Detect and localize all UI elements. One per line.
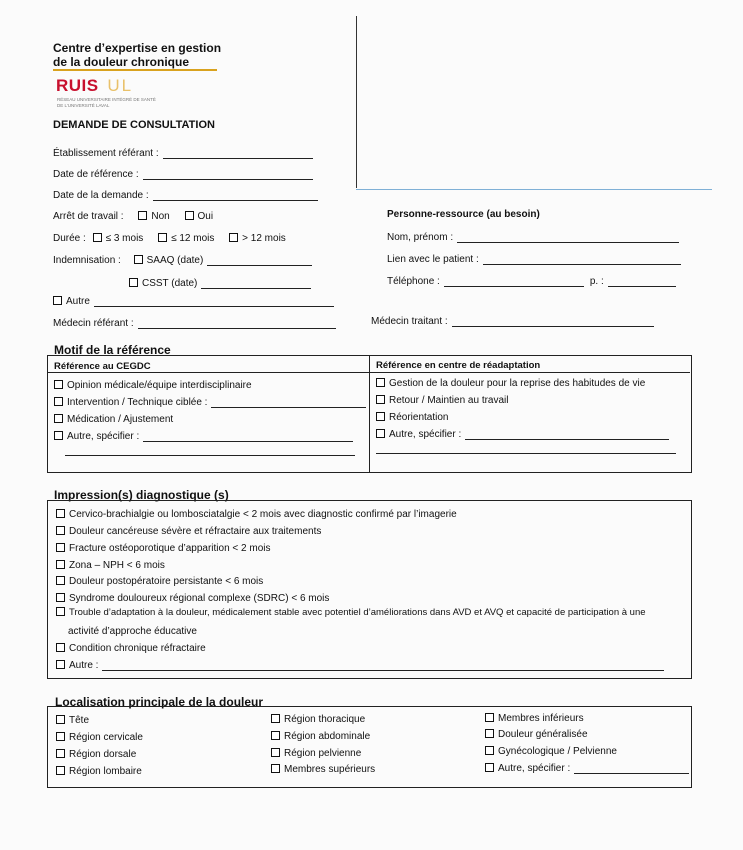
checkbox-icon[interactable] xyxy=(271,714,280,723)
contact-poste-line[interactable] xyxy=(608,277,676,287)
date-demande-label: Date de la demande : xyxy=(53,190,149,201)
localisation-item[interactable] xyxy=(56,715,89,726)
impression-item-continuation: activité d’approche éducative xyxy=(68,626,197,637)
checkbox-icon[interactable] xyxy=(56,607,65,616)
impression-item-label: Trouble d’adaptation à la douleur, médicalement stable avec potentiel d’améliorations dans AVD et AVQ et capacité de participation à une xyxy=(69,607,646,618)
localisation-item-label: Région lombaire xyxy=(69,766,142,777)
motif-right-item[interactable] xyxy=(376,412,448,423)
checkbox-icon[interactable] xyxy=(53,296,62,305)
checkbox-icon[interactable] xyxy=(56,543,65,552)
arret-row xyxy=(53,211,213,222)
localisation-item-label: Région dorsale xyxy=(69,749,137,760)
localisation-item-label: Région pelvienne xyxy=(284,748,362,759)
motif-right-autre-line[interactable] xyxy=(465,430,669,440)
localisation-item[interactable] xyxy=(271,764,375,775)
checkbox-icon[interactable] xyxy=(56,643,65,652)
date-reference-label: Date de référence : xyxy=(53,169,139,180)
center-title-line1: Centre d’expertise en gestion xyxy=(53,41,222,55)
localisation-item[interactable] xyxy=(56,749,136,760)
checkbox-icon[interactable] xyxy=(485,746,494,755)
checkbox-icon[interactable] xyxy=(54,380,63,389)
checkbox-icon[interactable] xyxy=(54,414,63,423)
checkbox-icon[interactable] xyxy=(229,233,238,242)
checkbox-icon[interactable] xyxy=(56,660,65,669)
form-title: DEMANDE DE CONSULTATION xyxy=(53,119,215,131)
impression-item-label: Autre : xyxy=(69,660,99,671)
motif-right-item-label: Retour / Maintien au travail xyxy=(389,395,509,406)
medecin-traitant-field[interactable] xyxy=(371,316,654,327)
localisation-item[interactable] xyxy=(485,763,689,774)
motif-left-extra-line[interactable] xyxy=(65,455,355,456)
motif-left-item[interactable] xyxy=(54,380,252,391)
motif-right-extra-line[interactable] xyxy=(376,453,676,454)
date-reference-field[interactable] xyxy=(53,169,313,180)
motif-right-item[interactable] xyxy=(376,378,645,389)
etablissement-field[interactable] xyxy=(53,148,313,159)
csst-label: CSST (date) xyxy=(142,278,198,289)
contact-nom-label: Nom, prénom : xyxy=(387,232,454,243)
logo-ruis-text: RUIS xyxy=(56,76,99,95)
intervention-line[interactable] xyxy=(211,398,366,408)
checkbox-icon[interactable] xyxy=(56,715,65,724)
motif-left-item-label: Intervention / Technique ciblée : xyxy=(67,397,208,408)
checkbox-icon[interactable] xyxy=(56,509,65,518)
checkbox-icon[interactable] xyxy=(134,255,143,264)
motif-left-item[interactable] xyxy=(54,414,173,425)
localisation-autre-line[interactable] xyxy=(574,764,689,774)
localisation-item-label: Douleur généralisée xyxy=(498,729,588,740)
arret-oui-label: Oui xyxy=(197,211,214,222)
motif-right-item[interactable] xyxy=(376,429,669,440)
indemnisation-row xyxy=(53,255,312,266)
impression-item[interactable] xyxy=(56,607,646,618)
contact-lien-label: Lien avec le patient : xyxy=(387,254,479,265)
duree-more-label: > 12 mois xyxy=(242,233,286,244)
medecin-referant-line[interactable] xyxy=(138,319,336,329)
checkbox-icon[interactable] xyxy=(129,278,138,287)
checkbox-icon[interactable] xyxy=(485,729,494,738)
checkbox-icon[interactable] xyxy=(54,431,63,440)
contact-lien-line[interactable] xyxy=(483,255,681,265)
localisation-item[interactable] xyxy=(56,732,143,743)
checkbox-icon[interactable] xyxy=(376,378,385,387)
checkbox-icon[interactable] xyxy=(54,397,63,406)
localisation-section-title: Localisation principale de la douleur xyxy=(55,695,264,709)
checkbox-icon[interactable] xyxy=(185,211,194,220)
localisation-item[interactable] xyxy=(485,729,588,740)
motif-right-item[interactable] xyxy=(376,395,509,406)
checkbox-icon[interactable] xyxy=(376,412,385,421)
localisation-item-label: Région thoracique xyxy=(284,714,366,725)
impression-item-label: Douleur postopératoire persistante < 6 mois xyxy=(69,576,264,587)
impression-item-label: Cervico-brachialgie ou lombosciatalgie < 2 mois avec diagnostic confirmé par l’imagerie xyxy=(69,509,457,520)
center-title-line2: de la douleur chronique xyxy=(53,55,190,69)
checkbox-icon[interactable] xyxy=(271,731,280,740)
impression-autre-line[interactable] xyxy=(102,661,664,671)
motif-left-header: Référence au CEGDC xyxy=(54,361,151,372)
medecin-traitant-label: Médecin traitant : xyxy=(371,316,448,327)
ruis-ul-logo xyxy=(56,76,133,96)
medecin-traitant-line[interactable] xyxy=(452,317,654,327)
checkbox-icon[interactable] xyxy=(138,211,147,220)
arret-oui-option[interactable] xyxy=(185,211,214,222)
motif-right-item-label: Gestion de la douleur pour la reprise des habitudes de vie xyxy=(389,378,646,389)
localisation-item[interactable] xyxy=(271,731,370,742)
contact-title: Personne-ressource (au besoin) xyxy=(387,209,540,220)
checkbox-icon[interactable] xyxy=(271,748,280,757)
checkbox-icon[interactable] xyxy=(56,749,65,758)
saaq-option[interactable] xyxy=(134,255,204,266)
title-underline xyxy=(53,69,217,71)
impression-item[interactable] xyxy=(56,526,321,537)
autre-line[interactable] xyxy=(94,297,334,307)
impression-section-title: Impression(s) diagnostique (s) xyxy=(54,488,229,502)
motif-left-item-label: Autre, spécifier : xyxy=(67,431,140,442)
checkbox-icon[interactable] xyxy=(56,560,65,569)
impression-item[interactable] xyxy=(56,560,165,571)
blue-divider xyxy=(356,189,712,190)
arret-non-label: Non xyxy=(151,211,170,222)
autre-option[interactable] xyxy=(53,296,334,307)
vertical-divider xyxy=(356,16,357,188)
impression-item[interactable] xyxy=(56,643,206,654)
impression-item-label: Zona – NPH < 6 mois xyxy=(69,560,165,571)
duree-12-option[interactable] xyxy=(158,233,214,244)
duree-3-option[interactable] xyxy=(93,233,144,244)
checkbox-icon[interactable] xyxy=(56,732,65,741)
checkbox-icon[interactable] xyxy=(485,713,494,722)
checkbox-icon[interactable] xyxy=(376,395,385,404)
checkbox-icon[interactable] xyxy=(56,526,65,535)
logo-ul-text: UL xyxy=(107,76,134,95)
motif-left-autre-line[interactable] xyxy=(143,432,353,442)
motif-left-item-label: Médication / Ajustement xyxy=(67,414,174,425)
localisation-item[interactable] xyxy=(485,713,584,724)
medecin-referant-field[interactable] xyxy=(53,318,336,329)
impression-item-label: Douleur cancéreuse sévère et réfractaire aux traitements xyxy=(69,526,322,537)
medecin-referant-label: Médecin référant : xyxy=(53,318,134,329)
contact-nom-line[interactable] xyxy=(457,233,679,243)
checkbox-icon[interactable] xyxy=(485,763,494,772)
date-demande-line[interactable] xyxy=(153,191,318,201)
localisation-item-label: Autre, spécifier : xyxy=(498,763,571,774)
csst-option[interactable] xyxy=(129,278,311,289)
checkbox-icon[interactable] xyxy=(56,766,65,775)
contact-poste-label: p. : xyxy=(589,276,604,287)
impression-item[interactable] xyxy=(56,660,664,671)
localisation-item-label: Région cervicale xyxy=(69,732,143,743)
contact-nom-field[interactable] xyxy=(387,232,679,243)
localisation-item-label: Tête xyxy=(69,715,90,726)
checkbox-icon[interactable] xyxy=(93,233,102,242)
motif-right-item-label: Réorientation xyxy=(389,412,449,423)
motif-right-header: Référence en centre de réadaptation xyxy=(376,360,541,371)
contact-telephone-line[interactable] xyxy=(444,277,584,287)
logo-sub-line1: RÉSEAU UNIVERSITAIRE INTÉGRÉ DE SANTÉ xyxy=(57,97,156,102)
checkbox-icon[interactable] xyxy=(158,233,167,242)
duree-12-label: ≤ 12 mois xyxy=(171,233,215,244)
contact-lien-field[interactable] xyxy=(387,254,681,265)
saaq-label: SAAQ (date) xyxy=(146,255,204,266)
saaq-date-line[interactable] xyxy=(207,256,312,266)
etablissement-label: Établissement référant : xyxy=(53,148,159,159)
motif-left-item[interactable] xyxy=(54,397,366,408)
arret-non-option[interactable] xyxy=(138,211,169,222)
localisation-item[interactable] xyxy=(56,766,142,777)
autre-label: Autre xyxy=(66,296,90,307)
localisation-item-label: Membres supérieurs xyxy=(284,764,376,775)
impression-item[interactable] xyxy=(56,543,271,554)
logo-sub-line2: DE L’UNIVERSITÉ LAVAL xyxy=(57,103,110,108)
logo-subtitle xyxy=(57,97,156,109)
localisation-item-label: Région abdominale xyxy=(284,731,371,742)
checkbox-icon[interactable] xyxy=(56,593,65,602)
localisation-item[interactable] xyxy=(485,746,617,757)
date-reference-line[interactable] xyxy=(143,170,313,180)
checkbox-icon[interactable] xyxy=(271,764,280,773)
contact-telephone-label: Téléphone : xyxy=(387,276,440,287)
etablissement-line[interactable] xyxy=(163,149,313,159)
date-demande-field[interactable] xyxy=(53,190,318,201)
checkbox-icon[interactable] xyxy=(56,576,65,585)
localisation-item-label: Membres inférieurs xyxy=(498,713,584,724)
localisation-item[interactable] xyxy=(271,714,365,725)
csst-date-line[interactable] xyxy=(201,279,311,289)
motif-header-divider xyxy=(48,372,690,373)
motif-left-item[interactable] xyxy=(54,431,353,442)
impression-item-label: Syndrome douloureux régional complexe (SDRC) < 6 mois xyxy=(69,593,330,604)
impression-item-label: Fracture ostéoporotique d’apparition < 2 mois xyxy=(69,543,271,554)
duree-row xyxy=(53,233,286,244)
localisation-item[interactable] xyxy=(271,748,361,759)
impression-item-label: Condition chronique réfractaire xyxy=(69,643,206,654)
arret-label: Arrêt de travail : xyxy=(53,211,124,222)
impression-item[interactable] xyxy=(56,576,263,587)
motif-section-title: Motif de la référence xyxy=(54,343,171,357)
duree-label: Durée : xyxy=(53,233,86,244)
impression-item[interactable] xyxy=(56,509,457,520)
checkbox-icon[interactable] xyxy=(376,429,385,438)
indemnisation-label: Indemnisation : xyxy=(53,255,121,266)
contact-telephone-field[interactable] xyxy=(387,276,676,287)
duree-more-option[interactable] xyxy=(229,233,286,244)
motif-right-item-label: Autre, spécifier : xyxy=(389,429,462,440)
motif-left-item-label: Opinion médicale/équipe interdisciplinaire xyxy=(67,380,252,391)
localisation-item-label: Gynécologique / Pelvienne xyxy=(498,746,617,757)
impression-item[interactable] xyxy=(56,593,329,604)
duree-3-label: ≤ 3 mois xyxy=(105,233,144,244)
